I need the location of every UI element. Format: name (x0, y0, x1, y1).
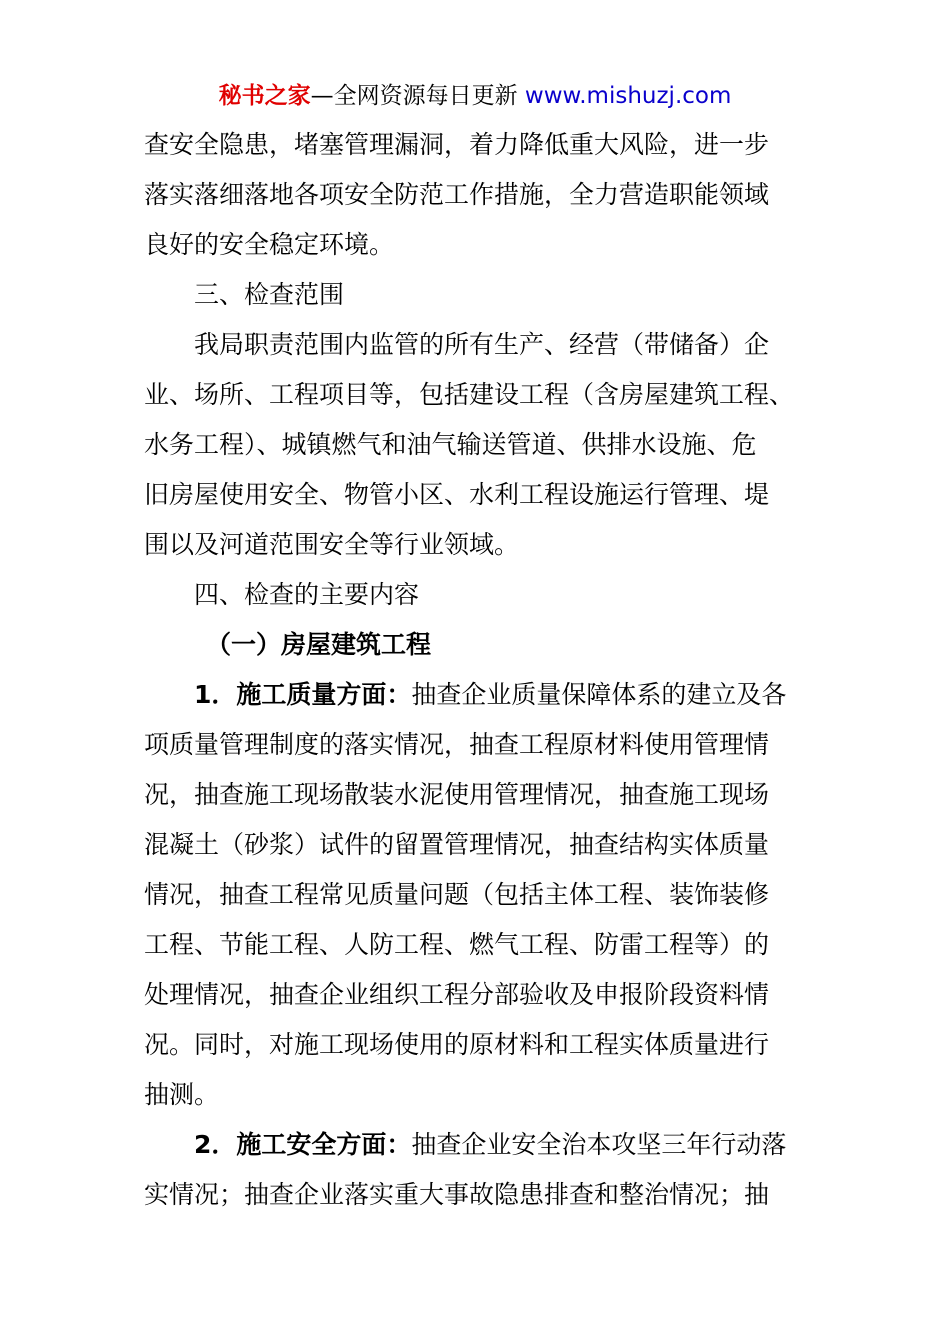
paragraph-line: 我局职责范围内监管的所有生产、经营（带储备）企 (194, 330, 770, 359)
site-url-link[interactable]: www.mishuzj.com (524, 83, 732, 109)
paragraph-line: 良好的安全稳定环境。 (144, 230, 395, 259)
site-tagline: —全网资源每日更新 (310, 83, 525, 109)
site-brand: 秘书之家 (218, 83, 311, 109)
paragraph-line: 旧房屋使用安全、物管小区、水利工程设施运行管理、堤 (144, 480, 770, 509)
paragraph-line: 围以及河道范围安全等行业领域。 (144, 530, 520, 559)
site-header (0, 80, 950, 112)
subsection-heading-building: （一）房屋建筑工程 (206, 630, 432, 659)
section-heading-content: 四、检查的主要内容 (194, 580, 420, 609)
item-heading-safety: 2．施工安全方面： (194, 1130, 412, 1159)
paragraph-line (144, 670, 806, 720)
item-text: 抽查企业质量保障体系的建立及各 (411, 680, 787, 709)
paragraph-line: 情况，抽查工程常见质量问题（包括主体工程、装饰装修 (144, 880, 770, 909)
paragraph-line: 实情况；抽查企业落实重大事故隐患排查和整治情况；抽 (144, 1180, 770, 1209)
paragraph-line: 抽测。 (144, 1080, 220, 1109)
paragraph-line (144, 1120, 806, 1170)
item-heading-quality: 1．施工质量方面： (194, 680, 412, 709)
document-body (144, 120, 806, 1220)
paragraph-line: 水务工程）、城镇燃气和油气输送管道、供排水设施、危 (144, 430, 757, 459)
paragraph-line: 项质量管理制度的落实情况，抽查工程原材料使用管理情 (144, 730, 770, 759)
item-text: 抽查企业安全治本攻坚三年行动落 (411, 1130, 787, 1159)
paragraph-line: 查安全隐患，堵塞管理漏洞，着力降低重大风险，进一步 (144, 130, 770, 159)
paragraph-line: 落实落细落地各项安全防范工作措施，全力营造职能领域 (144, 180, 770, 209)
paragraph-line: 处理情况，抽查企业组织工程分部验收及申报阶段资料情 (144, 980, 770, 1009)
paragraph-line: 况。同时，对施工现场使用的原材料和工程实体质量进行 (144, 1030, 770, 1059)
paragraph-line: 混凝土（砂浆）试件的留置管理情况，抽查结构实体质量 (144, 830, 770, 859)
section-heading-scope: 三、检查范围 (194, 280, 345, 309)
paragraph-line: 况，抽查施工现场散装水泥使用管理情况，抽查施工现场 (144, 780, 770, 809)
paragraph-line: 业、场所、工程项目等，包括建设工程（含房屋建筑工程、 (144, 380, 795, 409)
paragraph-line: 工程、节能工程、人防工程、燃气工程、防雷工程等）的 (144, 930, 770, 959)
